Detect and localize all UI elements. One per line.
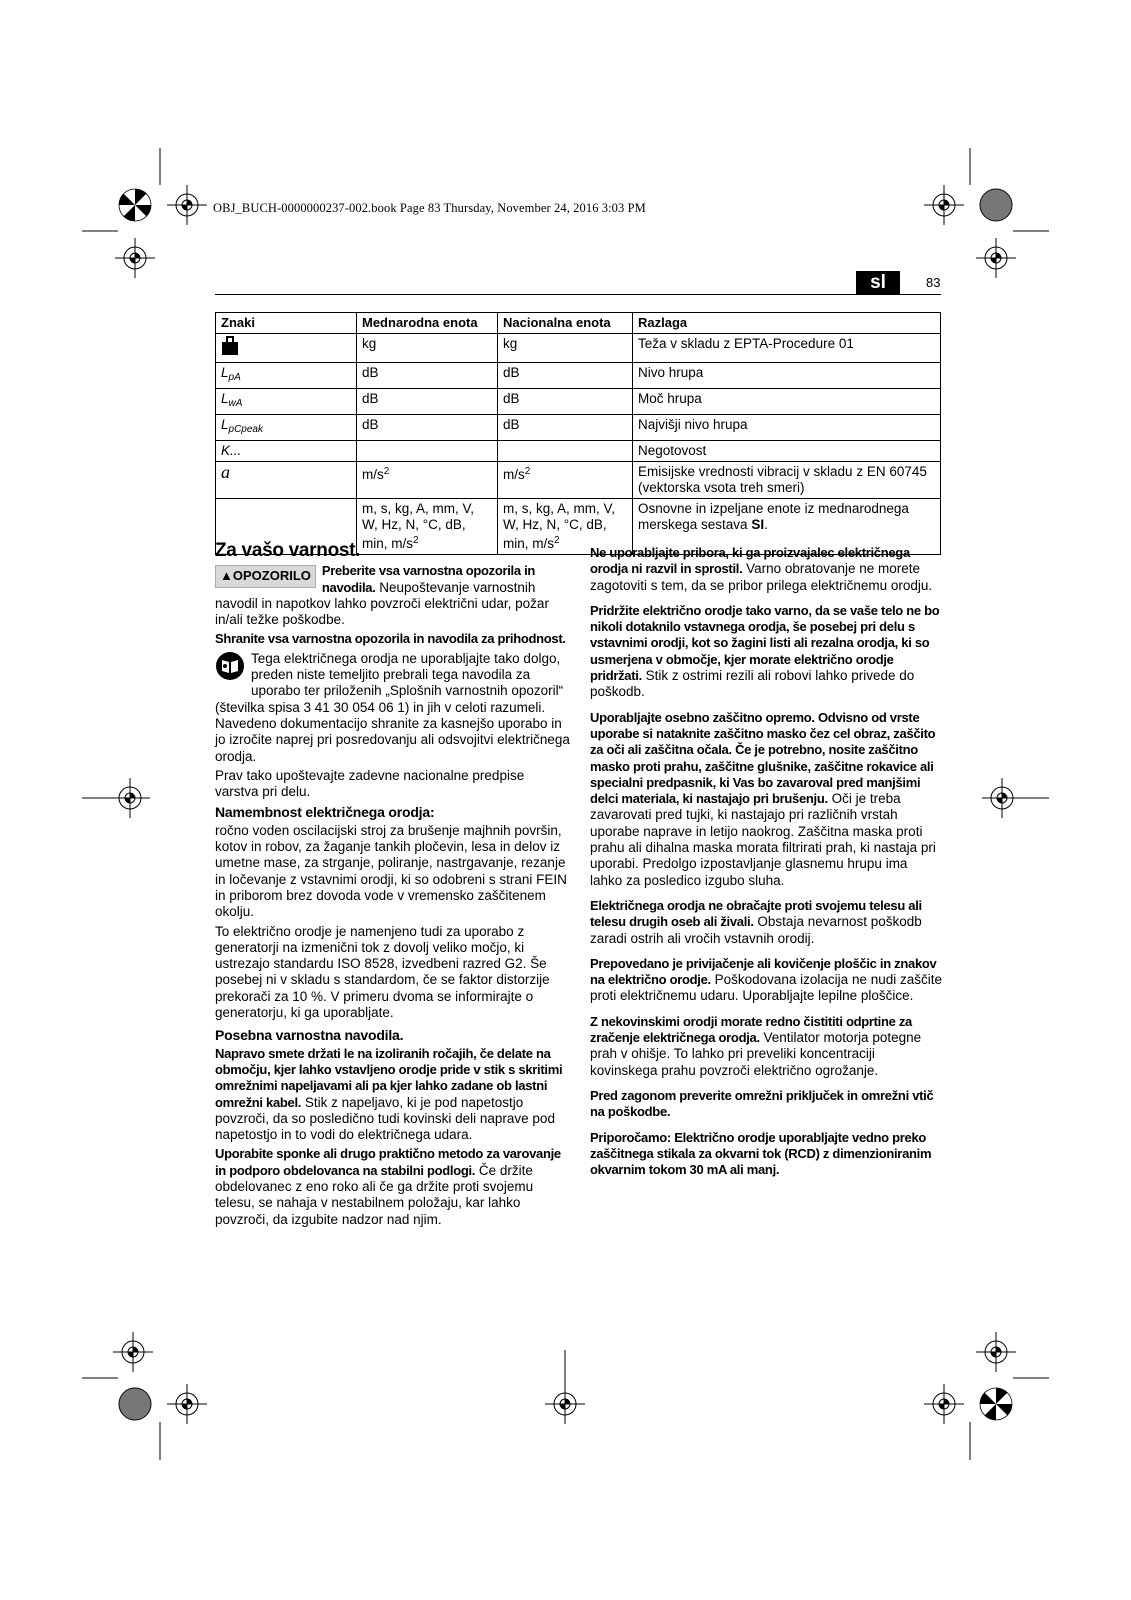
table-cell: dB [357,415,498,441]
table-header-cell: Znaki [216,313,357,334]
table-cell: Osnovne in izpeljane enote iz mednarodnega merskega sestava SI. [633,499,941,555]
table-header-cell: Nacionalna enota [498,313,633,334]
symbol-cell: $L_{pA}$ [216,363,357,389]
table-cell: dB [498,363,633,389]
table-cell: kg [357,334,498,363]
generator-text: To električno orodje je namenjeno tudi za uporabo z generatorji na izmenični tok z dovolj veliko močjo, ki ustrezajo standardu ISO 8528, izvedbeni razred G2. Še posebej ni v skladu s standardom, če se faktor distorzije prekorači za 10 %. V primeru dvoma se informirajte o generatorju, ki ga uporabljate. [215,923,550,1021]
table-cell: dB [498,415,633,441]
safety-paragraph: Priporočamo: Električno orodje uporabljajte vedno preko zaščitnega stikala za okvarni tok (RCD) z dimenzioniranim okvarnim tokom 30 mA ali manj. [590,1129,932,1178]
table-row [216,462,941,499]
safety-paragraph: Električnega orodja ne obračajte proti svojemu telesu ali telesu drugih oseb ali živali. Obstaja nevarnost poškodb zaradi ostrih ali vročih vstavnih orodij. [590,897,922,946]
symbol-cell: $L_{wA}$ [216,389,357,415]
table-row [216,389,941,415]
table-cell: Emisijske vrednosti vibracij v skladu z EN 60745 (vektorska vsota treh smeri) [633,462,941,499]
table-cell: dB [357,363,498,389]
file-info-line: OBJ_BUCH-0000000237-002.book Page 83 Thursday, November 24, 2016 3:03 PM [213,201,646,215]
table-row [216,415,941,441]
table-row [216,334,941,363]
safety-paragraph: Prepovedano je privijačenje ali kovičenje ploščic in znakov na električno orodje. Poškodovana izolacija ne nudi zaščite proti električnemu udaru. Uporabljajte lepilne ploščice. [590,955,943,1004]
table-cell [357,441,498,462]
table-row [216,441,941,462]
keep-instructions: Shranite vsa varnostna opozorila in navodila za prihodnost. [215,631,566,647]
safety-paragraph: Uporabite sponke ali drugo praktično metodo za varovanje in podporo obdelovanca na stabilni podlogi. Če držite obdelovanec z eno roko ali če ga držite proti svojemu telesu, se nahaja v nestabilnem položaju, kar lahko povzroči, da izgubite nadzor nad njim. [215,1146,561,1227]
safety-paragraph: Pred zagonom preverite omrežni priključek in omrežni vtič na poškodbe. [590,1087,934,1120]
table-cell: Nivo hrupa [633,363,941,389]
safety-paragraph: Z nekovinskimi orodji morate redno čistititi odprtine za zračenje električnega orodja. Ventilator motorja potegne prah v ohišje. To lahko pri preveliki koncentraciji kovinskega prahu povzroči električno ogrožanje. [590,1013,922,1078]
units-table [215,312,941,555]
national-rules: Prav tako upoštevajte zadevne nacionalne predpise varstva pri delu. [215,767,525,800]
table-cell: m, s, kg, A, mm, V, W, Hz, N, °C, dB, min, $m/s^2$ [498,499,633,555]
warning-triangle-icon: ▲ [220,568,233,584]
symbol-cell: K... [216,441,357,462]
page-number: 83 [926,275,941,290]
table-cell [498,441,633,462]
read-manual-icon [215,651,245,685]
table-cell: Najvišji nivo hrupa [633,415,941,441]
header-rule [215,294,941,295]
symbol-cell: $L_{pCpeak}$ [216,415,357,441]
right-column [590,545,942,1181]
table-row [216,363,941,389]
purpose-text: ročno voden oscilacijski stroj za brušenje majhnih površin, kotov in robov, za žaganje tankih pločevin, lesa in delov iz umetne mase, za strganje, poliranje, nastrgavanje, rezanje in ločevanje z vstavnimi orodji, ki so odobreni s strani FEIN in priborom brez dovoda vode v vremensko zaščitenem okolju. [215,822,567,920]
left-column [215,540,570,1231]
table-cell: m, s, kg, A, mm, V, W, Hz, N, °C, dB, min, $m/s^2$ [357,499,498,555]
safety-paragraph: Pridržite električno orodje tako varno, da se vaše telo ne bo nikoli dotaknilo vstavnega orodja, še posebej pri delu s vstavnimi orodji, kot so žagini listi ali rezalna orodja, ki so usmerjena v območje, kjer morate električno orodje pridržati. Stik z ostrimi rezili ali robovi lahko privede do poškodb. [590,602,940,700]
purpose-heading: Namembnost električnega orodja: [215,804,435,821]
table-header-row [216,313,941,334]
safety-paragraph: Napravo smete držati le na izoliranih ročajih, če delate na območju, kjer lahko vstavljeno orodje pride v stik s skritimi omrežnimi napeljavami ali pa kjer lahko zadane ob lastni omrežni kabel. Stik z napeljavo, ki je pod napetostjo povzroči, da so posledično tudi kovinski deli naprave pod napetostjo in to vodi do električnega udara. [215,1045,563,1143]
special-heading: Posebna varnostna navodila. [215,1027,404,1044]
table-cell: Teža v skladu z EPTA-Procedure 01 [633,334,941,363]
weight-icon [221,336,239,360]
table-cell: kg [498,334,633,363]
warning-paragraph: ▲OPOZORILO Preberite vsa varnostna opozorila in navodila. Neupoštevanje varnostnih navodil in napotkov lahko povzroči električni udar, požar in/ali težke poškodbe. [215,563,549,628]
table-cell: $m/s^2$ [498,462,633,499]
table-cell: Negotovost [633,441,941,462]
table-cell: $m/s^2$ [357,462,498,499]
language-tag: sl [856,271,900,295]
table-cell: dB [357,389,498,415]
table-cell: Moč hrupa [633,389,941,415]
table-header-cell: Mednarodna enota [357,313,498,334]
symbol-cell: a [216,462,357,499]
safety-paragraph: Uporabljajte osebno zaščitno opremo. Odvisno od vrste uporabe si nataknite zaščitno masko čez cel obraz, zaščito za oči ali zaščitna očala. Če je potrebno, nosite zaščitno masko proti prahu, zaščitne glušnike, zaščitne rokavice ali specialni predpasnik, ki Vas bo zavaroval pred manjšimi delci materiala, ki nastajajo pri brušenju. Oči je treba zavarovati pred tujki, ki nastajajo pri različnih vrstah uporabe naprave in letijo naokrog. Zaščitna maska proti prahu ali dihalna maska morata filtrirati prah, ki nastaja pri uporabi. Predolgo izpostavljanje glasnemu hrupu ima lahko za posledico izgubo sluha. [590,709,936,888]
warning-badge: ▲OPOZORILO [215,565,316,587]
safety-paragraph: Ne uporabljajte pribora, ki ga proizvajalec električnega orodja ni razvil in sprostil. Varno obratovanje ne morete zagotoviti s tem, da se pribor prilega električnemu orodju. [590,545,933,593]
section-title: Za vašo varnost. [215,540,361,561]
table-header-cell: Razlaga [633,313,941,334]
table-cell: dB [498,389,633,415]
read-manual-paragraph: Tega električnega orodja ne uporabljajte tako dolgo, preden niste temeljito prebrali tega navodila za uporabo ter priloženih „Splošnih varnostnih opozoril“ (številka spisa 3 41 30 054 06 1) in jih v celoti razumeli. Navedeno dokumentacijo shranite za kasnejšo uporabo in jo izročite naprej pri posredovanju ali odsvojitvi električnega orodja. [215,650,570,764]
